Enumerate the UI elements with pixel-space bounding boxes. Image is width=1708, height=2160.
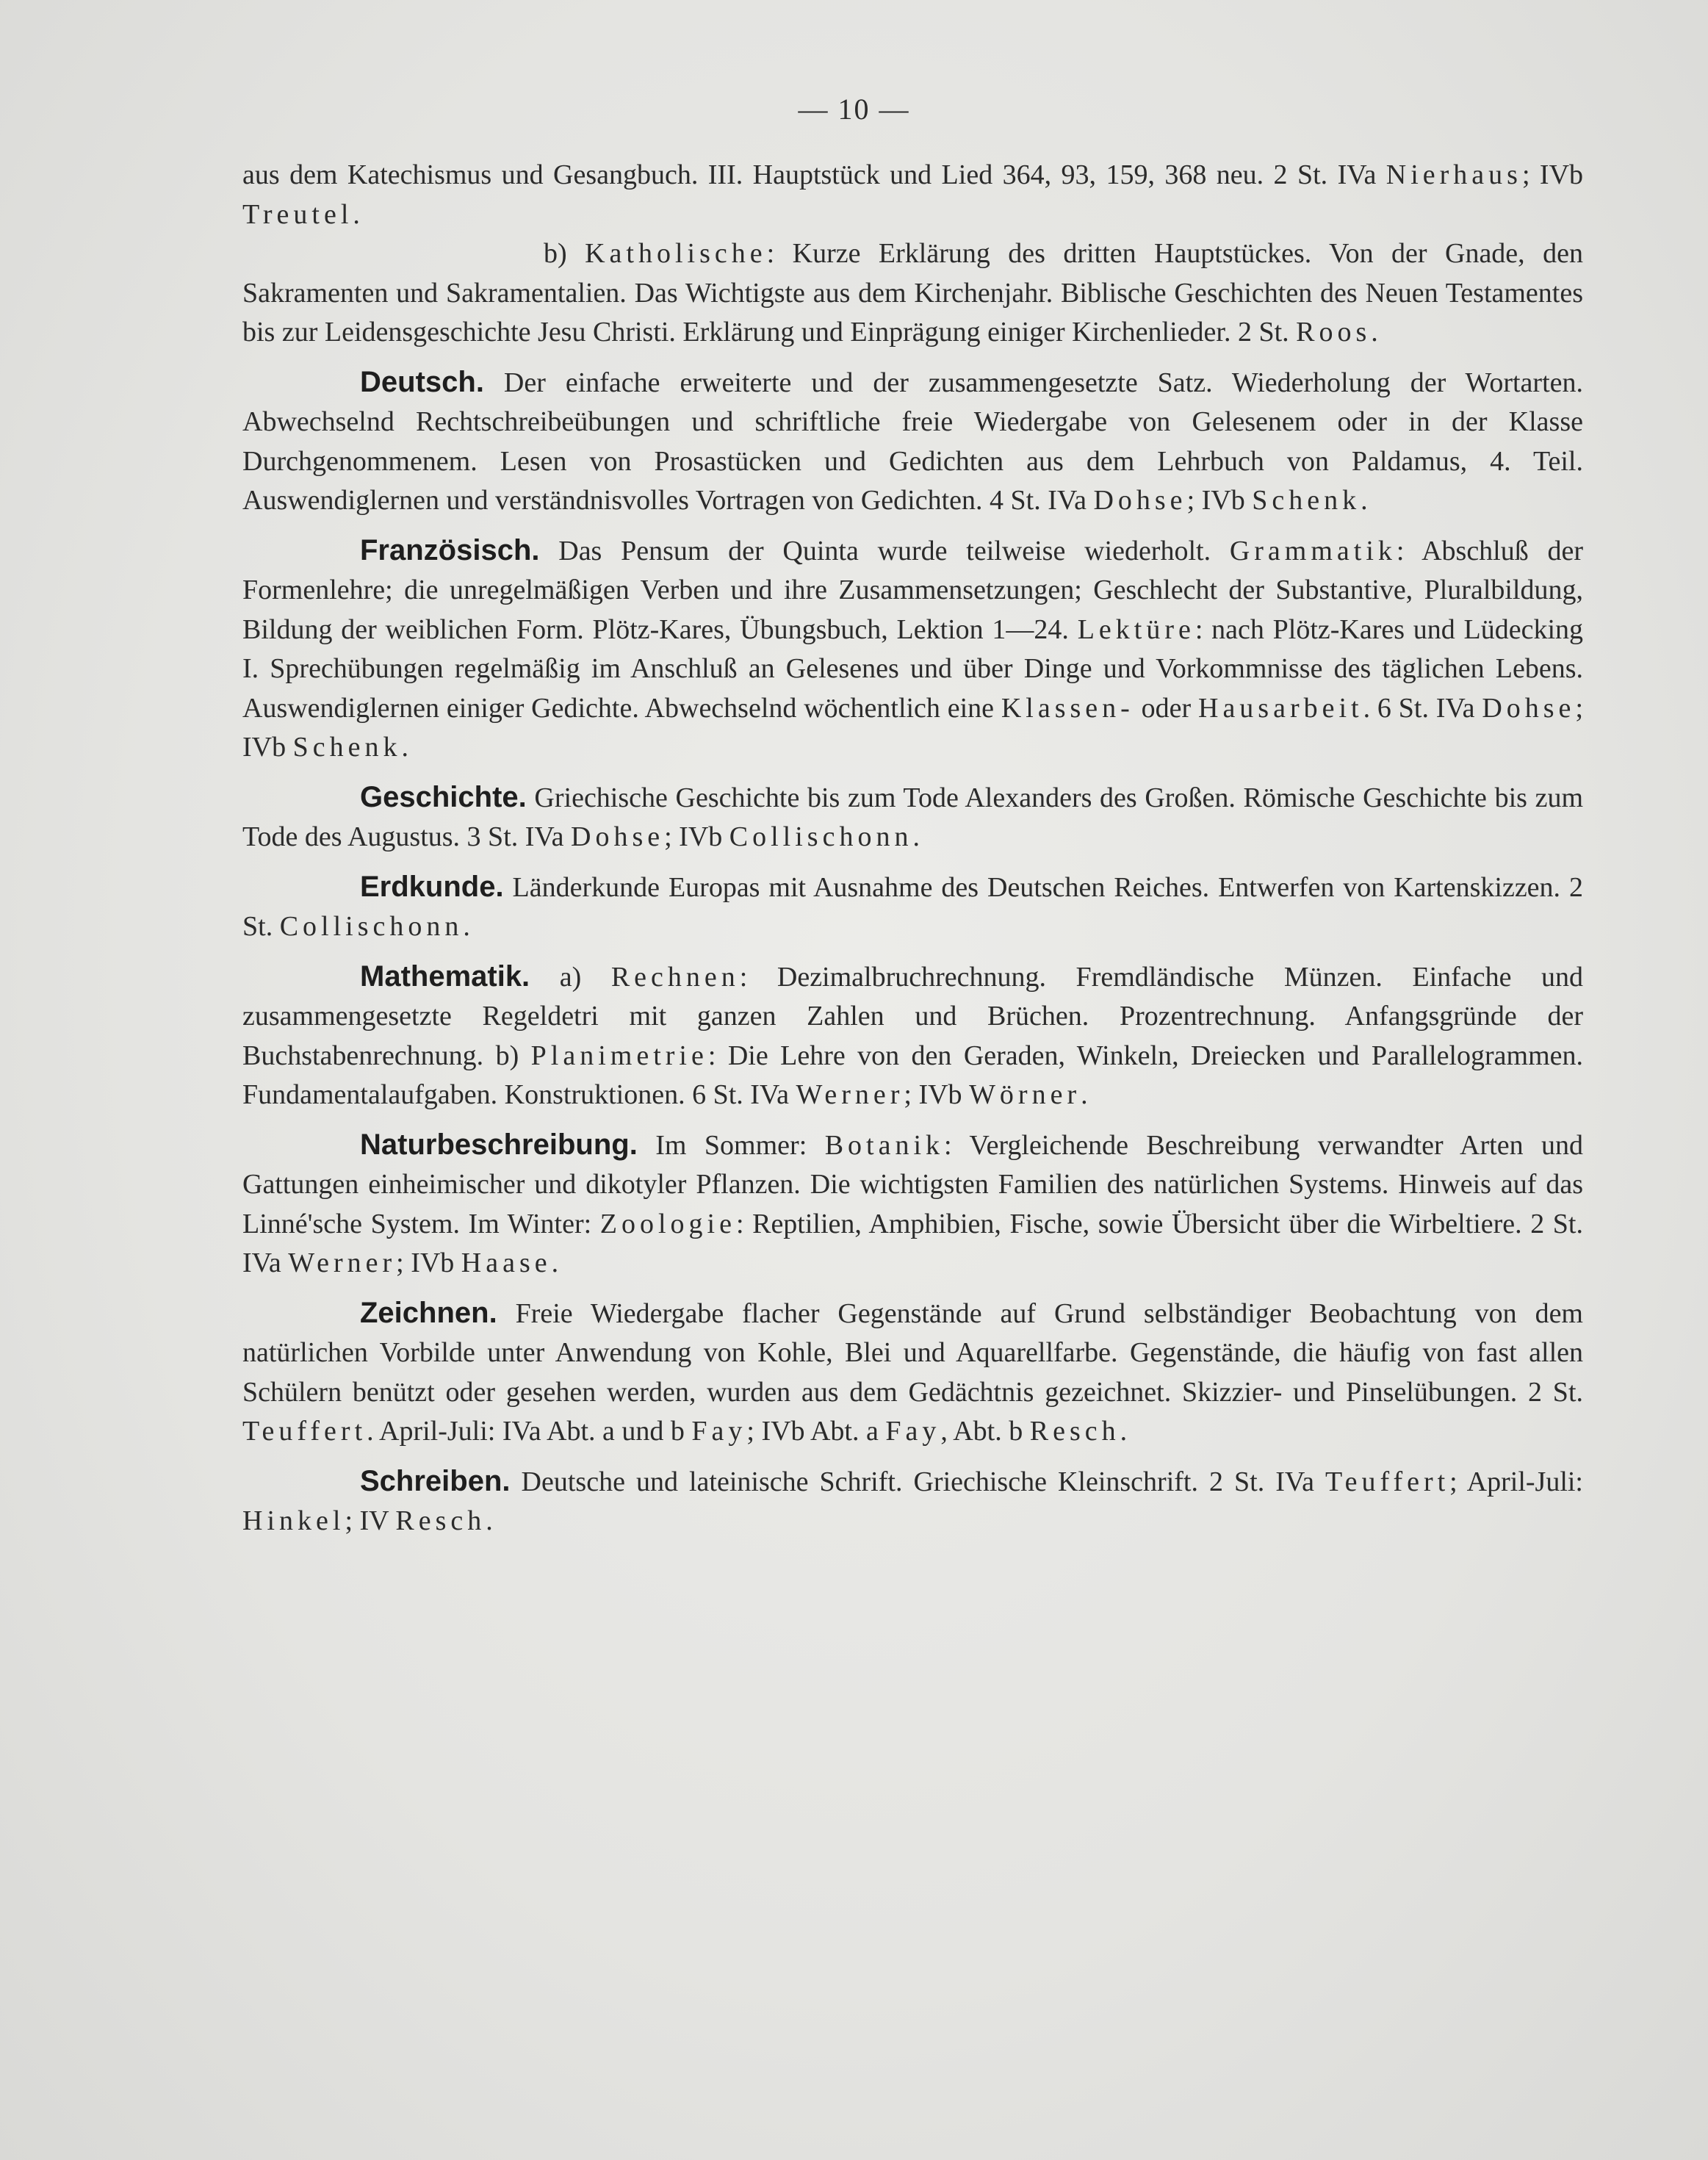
teacher-name: Dohse: [1093, 485, 1187, 516]
teacher-name: Dohse: [1482, 692, 1576, 724]
section-heading-geschichte: Geschichte.: [360, 780, 527, 813]
paragraph-religion-evangelisch: aus dem Katechismus und Gesangbuch. III. Hauptstück und Lied 364, 93, 159, 368 neu. 2 St. IVa Nierhaus; IVb Treutel.: [242, 159, 1584, 230]
paragraph-deutsch: Deutsch. Der einfache erweiterte und der zusammengesetzte Satz. Wiederholung der Wortarten. Abwechselnd Rechtschreibeübungen und schriftliche freie Wiedergabe von Gelesenem oder in der Klasse Durchgenommenem. Lesen von Prosastücken und Gedichten aus dem Lehrbuch von Paldamus, 4. Teil. Auswendiglernen und verständnisvolles Vortragen von Gedichten. 4 St. IVa Dohse; IVb Schenk.: [242, 365, 1583, 516]
teacher-name: Werner: [288, 1248, 397, 1278]
paragraph-mathematik: Mathematik. a) Rechnen: Dezimalbruchrechnung. Fremdländische Münzen. Einfache und zusammengesetzte Regeldetri mit ganzen Zahlen und Brüchen. Prozentrechnung. Anfangsgründe der Buchstabenrechnung. b) Planimetrie: Die Lehre von den Geraden, Winkeln, Dreiecken und Parallelogrammen. Fundamentalaufgaben. Konstruktionen. 6 St. IVa Werner; IVb Wörner.: [242, 960, 1583, 1110]
paragraph-geschichte: Geschichte. Griechische Geschichte bis zum Tode Alexanders des Großen. Römische Geschichte bis zum Tode des Augustus. 3 St. IVa Dohse; IVb Collischonn.: [242, 780, 1583, 852]
body-text: [242, 156, 1583, 1541]
teacher-name: Fay: [885, 1416, 941, 1447]
section-heading-erdkunde: Erdkunde.: [360, 870, 504, 903]
teacher-name: Hinkel: [242, 1505, 345, 1536]
teacher-name: Nierhaus: [1386, 159, 1522, 190]
teacher-name: Haase: [461, 1248, 552, 1278]
teacher-name: Werner: [796, 1079, 904, 1110]
subject-term: Botanik: [824, 1129, 945, 1161]
section-heading-mathematik: Mathematik.: [360, 960, 530, 993]
section-heading-naturbeschreibung: Naturbeschreibung.: [360, 1128, 638, 1161]
teacher-name: Dohse: [571, 821, 665, 852]
section-heading-schreiben: Schreiben.: [360, 1464, 511, 1497]
teacher-name: Teuffert: [242, 1416, 367, 1447]
teacher-name: Resch: [395, 1505, 486, 1536]
paragraph-religion-katholisch: b) Katholische: Kurze Erklärung des dritten Hauptstückes. Von der Gnade, den Sakramenten und Sakramentalien. Das Wichtigste aus dem Kirchenjahr. Biblische Geschichten des Neuen Testamentes bis zur Leidensgeschichte Jesu Christi. Erklärung und Einprägung einiger Kirchenlieder. 2 St. Roos.: [242, 238, 1583, 348]
teacher-name: Schenk: [1252, 485, 1361, 516]
teacher-name: Collischonn: [729, 821, 913, 852]
section-heading-zeichnen: Zeichnen.: [360, 1296, 497, 1329]
teacher-name: Resch: [1029, 1416, 1120, 1447]
page-number: — 10 —: [798, 93, 910, 126]
paragraph-naturbeschreibung: Naturbeschreibung. Im Sommer: Botanik: Vergleichende Beschreibung verwandter Arten und Gattungen einheimischer und dikotyler Pflanzen. Die wichtigsten Familien des natürlichen Systems. Hinweis auf das Linné'sche System. Im Winter: Zoologie: Reptilien, Amphibien, Fische, sowie Übersicht über die Wirbeltiere. 2 St. IVa Werner; IVb Haase.: [242, 1128, 1583, 1278]
paragraph-erdkunde: Erdkunde. Länderkunde Europas mit Ausnahme des Deutschen Reiches. Entwerfen von Kartenskizzen. 2 St. Collischonn.: [242, 870, 1583, 942]
section-heading-franzoesisch: Französisch.: [360, 533, 540, 566]
paragraph-franzoesisch: Französisch. Das Pensum der Quinta wurde teilweise wiederholt. Grammatik: Abschluß der Formenlehre; die unregelmäßigen Verben und ihre Zusammensetzungen; Geschlecht der Substantive, Pluralbildung, Bildung der weiblichen Form. Plötz-Kares, Übungsbuch, Lektion 1—24. Lektüre: nach Plötz-Kares und Lüdecking I. Sprechübungen regelmäßig im Anschluß an Gelesenes und über Dinge und Vorkommnisse des täglichen Lebens. Auswendiglernen einiger Gedichte. Abwechselnd wöchentlich eine Klassen- oder Hausarbeit. 6 St. IVa Dohse; IVb Schenk.: [242, 533, 1584, 763]
teacher-name: Teuffert: [1325, 1466, 1450, 1497]
paragraph-schreiben: Schreiben. Deutsche und lateinische Schrift. Griechische Kleinschrift. 2 St. IVa Teuffert; April-Juli: Hinkel; IV Resch.: [242, 1464, 1583, 1536]
subject-term: Grammatik: [1229, 535, 1397, 566]
subject-term: Katholische: [585, 238, 767, 269]
subject-term: Rechnen: [610, 961, 740, 993]
paragraph-zeichnen: Zeichnen. Freie Wiedergabe flacher Gegenstände auf Grund selbständiger Beobachtung von dem natürlichen Vorbilde unter Anwendung von Kohle, Blei und Aquarellfarbe. Gegenstände, die häufig von fast allen Schülern benützt oder gesehen werden, wurden aus dem Gedächtnis gezeichnet. Skizzier- und Pinselübungen. 2 St. Teuffert. April-Juli: IVa Abt. a und b Fay; IVb Abt. a Fay, Abt. b Resch.: [242, 1296, 1583, 1447]
subject-term: Lektüre: [1077, 613, 1195, 645]
subject-term: Hausarbeit: [1198, 692, 1363, 724]
subject-term: Klassen-: [1001, 692, 1134, 724]
subject-term: Zoologie: [599, 1208, 736, 1239]
teacher-name: Treutel: [242, 198, 353, 230]
teacher-name: Schenk: [292, 732, 402, 763]
teacher-name: Collischonn: [279, 911, 464, 942]
subject-term: Planimetrie: [530, 1040, 708, 1071]
teacher-name: Roos: [1296, 317, 1372, 348]
teacher-name: Wörner: [969, 1079, 1081, 1110]
teacher-name: Fay: [691, 1416, 747, 1447]
section-heading-deutsch: Deutsch.: [360, 365, 484, 398]
